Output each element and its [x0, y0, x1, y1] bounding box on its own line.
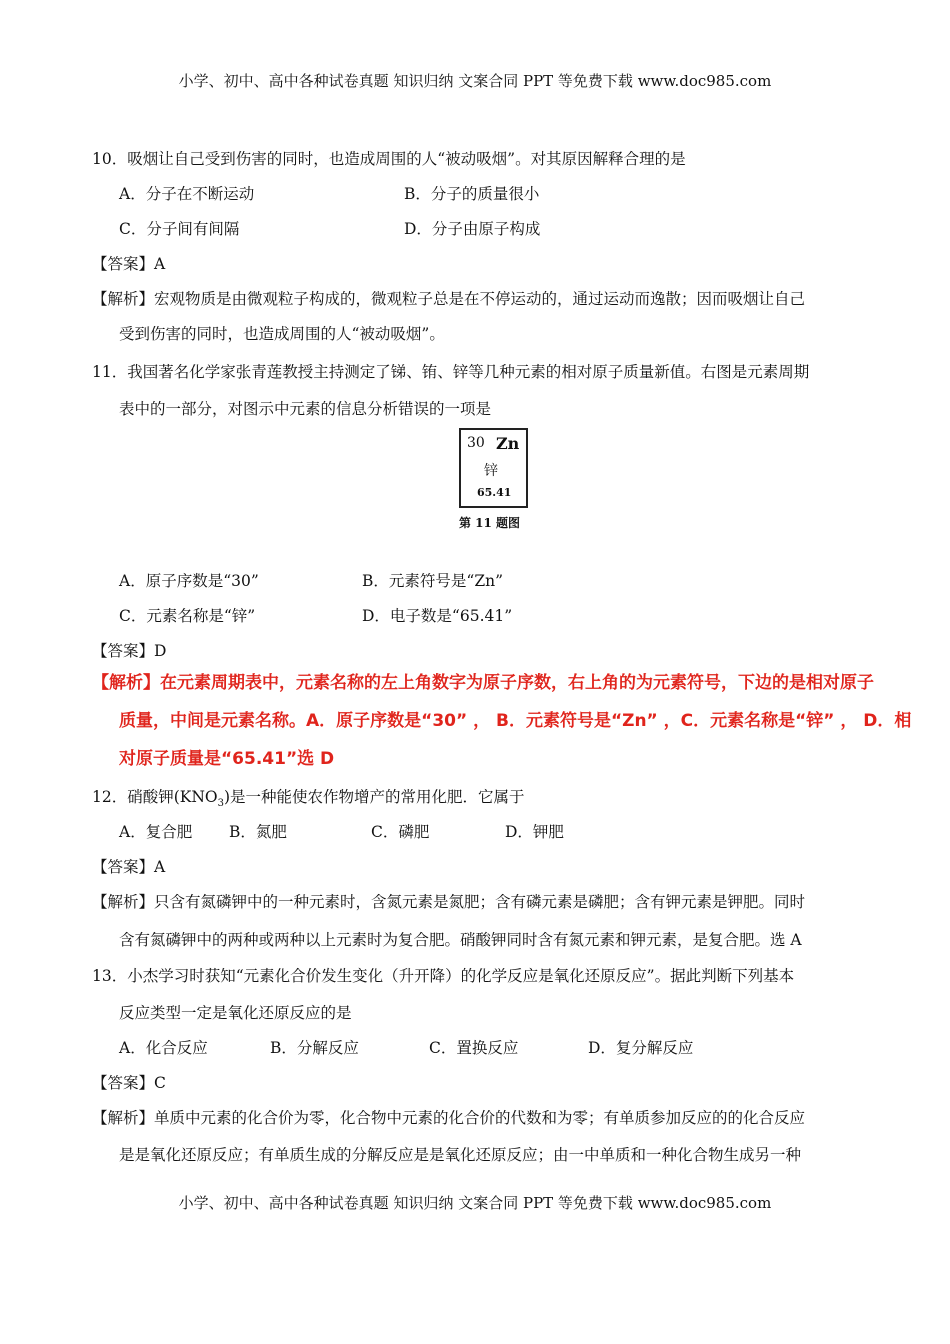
figure-caption: 第 11 题图 [459, 516, 521, 530]
element-symbol: Zn [496, 434, 520, 453]
q11-option-c: C．元素名称是“锌” [119, 607, 256, 625]
q11-analysis-line1: 【解析】在元素周期表中，元素名称的左上角数字为原子序数，右上角的为元素符号，下边的是相对原子 [92, 673, 874, 693]
q12-stem-post: )是一种能使农作物增产的常用化肥．它属于 [224, 788, 525, 806]
q11-stem-line2: 表中的一部分，对图示中元素的信息分析错误的一项是 [119, 400, 492, 418]
q10-stem: 10．吸烟让自己受到伤害的同时，也造成周围的人“被动吸烟”。对其原因解释合理的是 [92, 150, 686, 168]
q13-stem-line1: 13．小杰学习时获知“元素化合价发生变化（升开降）的化学反应是氧化还原反应”。据此判断下列基本 [92, 967, 795, 985]
q10-option-d: D．分子由原子构成 [404, 220, 541, 238]
q12-option-d: D．钾肥 [505, 823, 564, 841]
q12-analysis-line2: 含有氮磷钾中的两种或两种以上元素时为复合肥。硝酸钾同时含有氮元素和钾元素，是复合肥。选 A [119, 931, 802, 949]
page-header: 小学、初中、高中各种试卷真题 知识归纳 文案合同 PPT 等免费下载 www.doc985.com [178, 72, 772, 90]
q13-stem-line2: 反应类型一定是氧化还原反应的是 [119, 1004, 352, 1022]
q13-analysis-line2: 是是氧化还原反应；有单质生成的分解反应是是氧化还原反应；由一中单质和一种化合物生成另一种 [119, 1146, 802, 1164]
q12-option-b: B．氮肥 [229, 823, 287, 841]
q10-analysis-line2: 受到伤害的同时，也造成周围的人“被动吸烟”。 [119, 325, 445, 343]
q12-option-c: C．磷肥 [371, 823, 430, 841]
q10-option-c: C．分子间有间隔 [119, 220, 240, 238]
q11-option-b: B．元素符号是“Zn” [362, 572, 503, 590]
page-footer: 小学、初中、高中各种试卷真题 知识归纳 文案合同 PPT 等免费下载 www.doc985.com [178, 1194, 772, 1212]
q13-answer: 【答案】C [92, 1074, 166, 1092]
q11-answer: 【答案】D [92, 642, 167, 660]
periodic-element-cell [459, 428, 528, 508]
q10-option-a: A．分子在不断运动 [119, 185, 255, 203]
q11-stem-line1: 11．我国著名化学家张青莲教授主持测定了锑、铕、锌等几种元素的相对原子质量新值。右图是元素周期 [92, 363, 810, 381]
element-atomic-mass: 65.41 [477, 486, 512, 499]
q10-option-b: B．分子的质量很小 [404, 185, 540, 203]
q13-option-d: D．复分解反应 [588, 1039, 694, 1057]
q12-analysis-line1: 【解析】只含有氮磷钾中的一种元素时，含氮元素是氮肥；含有磷元素是磷肥；含有钾元素是钾肥。同时 [92, 893, 806, 911]
q11-option-a: A．原子序数是“30” [119, 572, 259, 590]
q12-stem-subscript: 3 [217, 798, 224, 810]
q12-stem [92, 785, 525, 809]
q10-analysis-line1: 【解析】宏观物质是由微观粒子构成的，微观粒子总是在不停运动的，通过运动而逸散；因而吸烟让自己 [92, 290, 806, 308]
q10-answer: 【答案】A [92, 255, 166, 273]
element-name: 锌 [484, 463, 498, 479]
q11-analysis-line3: 对原子质量是“65.41”选 D [119, 749, 335, 769]
element-atomic-number: 30 [467, 435, 485, 451]
q13-option-a: A．化合反应 [119, 1039, 208, 1057]
q12-stem-pre: 12．硝酸钾(KNO [92, 788, 218, 806]
q12-answer: 【答案】A [92, 858, 166, 876]
q11-option-d: D．电子数是“65.41” [362, 607, 513, 625]
q13-option-c: C．置换反应 [429, 1039, 519, 1057]
q12-option-a: A．复合肥 [119, 823, 193, 841]
q11-analysis-line2: 质量，中间是元素名称。A．原子序数是“30” ， B．元素符号是“Zn” ，C．元素名称是“锌” ， D．相 [119, 711, 912, 731]
q13-option-b: B．分解反应 [270, 1039, 359, 1057]
q13-analysis-line1: 【解析】单质中元素的化合价为零，化合物中元素的化合价的代数和为零；有单质参加反应的的化合反应 [92, 1109, 806, 1127]
